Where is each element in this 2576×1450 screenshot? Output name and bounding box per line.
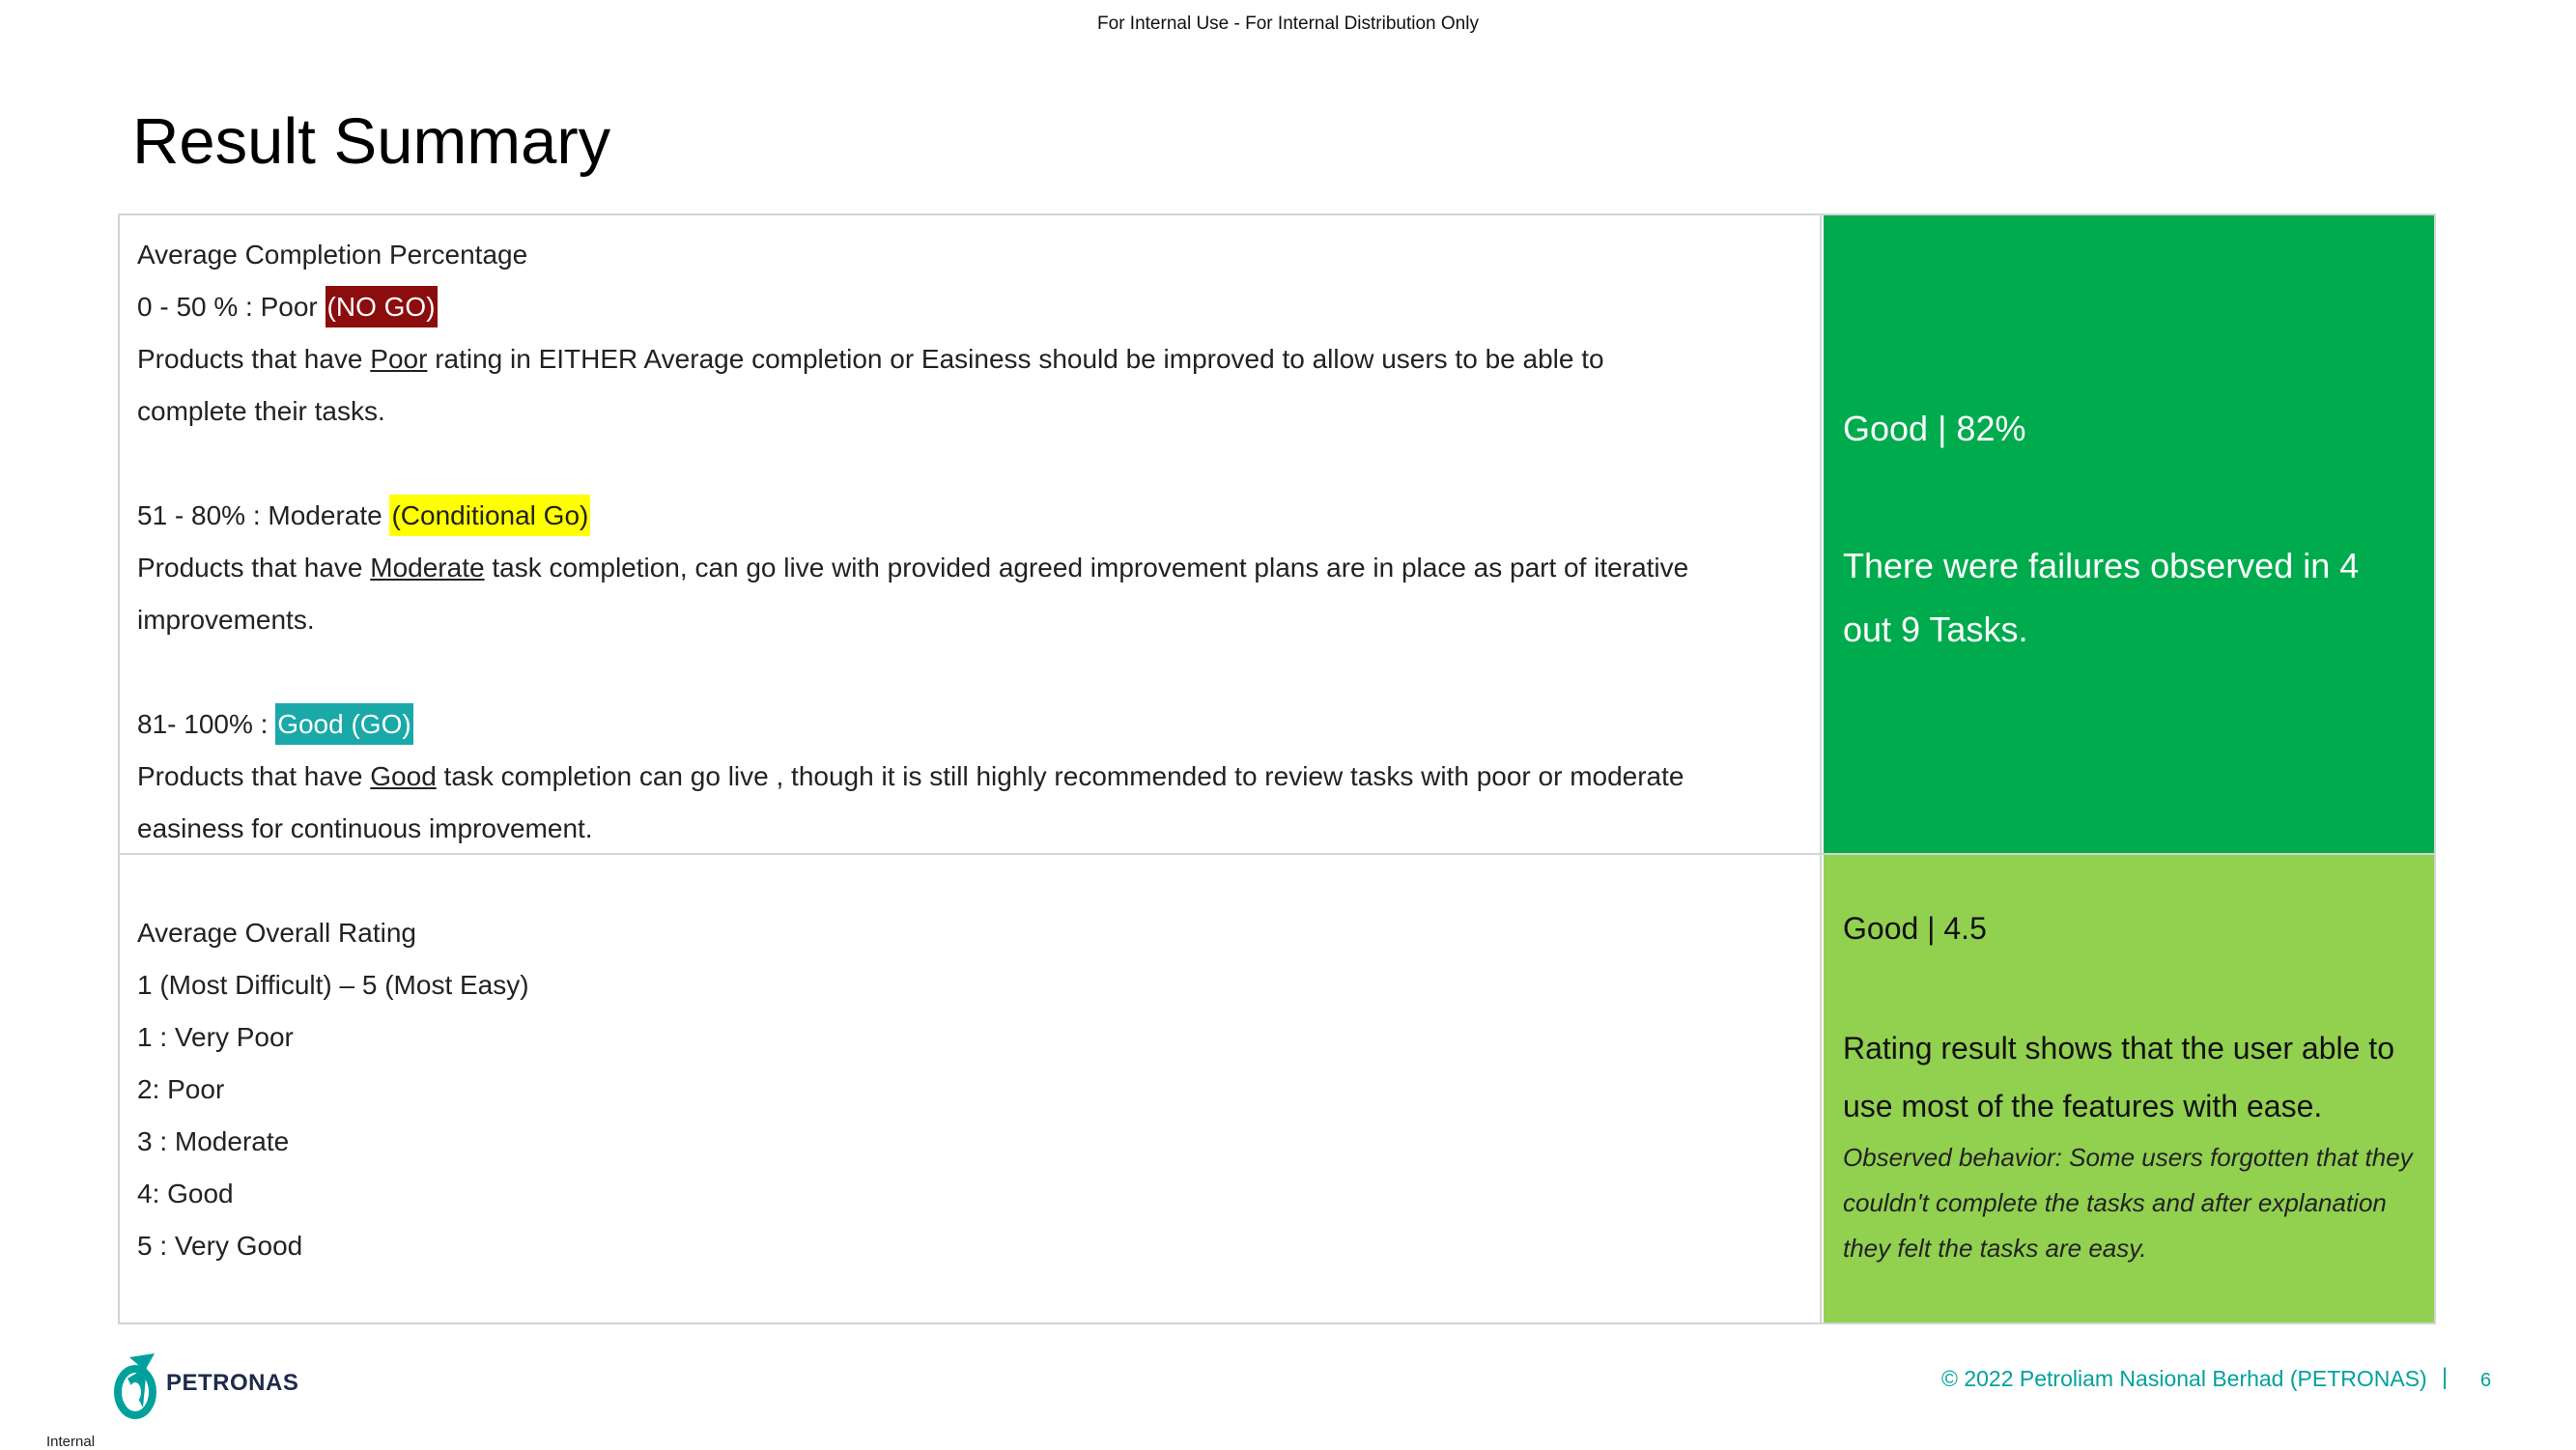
completion-criteria-cell — [120, 215, 1822, 853]
result-summary-table — [118, 213, 2436, 1324]
poor-desc-pre: Products that have — [137, 344, 371, 374]
moderate-desc-post: task completion, can go live with provided agreed improvement plans are in place as part of iterative — [484, 553, 1689, 583]
rating-result-panel — [1824, 855, 2434, 1322]
petronas-wordmark: PETRONAS — [166, 1370, 299, 1396]
good-desc-pre: Products that have — [137, 761, 371, 791]
poor-desc-post: rating in EITHER Average completion or Easiness should be improved to allow users to be able to — [427, 344, 1604, 374]
conditional-go-badge: (Conditional Go) — [389, 495, 590, 536]
rating-item: 1 : Very Poor — [137, 1022, 294, 1052]
rating-row — [120, 855, 2434, 1322]
moderate-range-label: 51 - 80% : Moderate — [137, 500, 390, 530]
good-desc-post: task completion can go live , though it is still highly recommended to review tasks with poor or moderate — [436, 761, 1684, 791]
moderate-desc-keyword: Moderate — [370, 553, 485, 583]
rating-criteria-cell — [120, 855, 1822, 1322]
poor-description-line2: complete their tasks. — [137, 396, 385, 426]
footer-separator: | — [2442, 1364, 2449, 1390]
poor-description — [137, 333, 1802, 385]
good-desc-keyword: Good — [370, 761, 437, 791]
completion-row — [120, 215, 2434, 855]
good-description-line2: easiness for continuous improvement. — [137, 813, 593, 843]
no-go-badge: (NO GO) — [326, 286, 438, 327]
page-title: Result Summary — [132, 105, 611, 178]
go-badge: Good (GO) — [275, 703, 412, 745]
rating-result-heading: Good | 4.5 — [1843, 911, 1987, 946]
poor-range-label: 0 - 50 % : Poor — [137, 292, 326, 322]
rating-item: 5 : Very Good — [137, 1231, 303, 1261]
moderate-description — [137, 542, 1802, 594]
good-range-line — [137, 698, 1802, 751]
rating-item: 4: Good — [137, 1179, 234, 1208]
poor-desc-keyword: Poor — [370, 344, 428, 374]
internal-use-banner: For Internal Use - For Internal Distribution Only — [1097, 14, 1479, 34]
moderate-desc-pre: Products that have — [137, 553, 371, 583]
moderate-description-line2: improvements. — [137, 605, 315, 635]
moderate-range-line — [137, 490, 1802, 542]
rating-item: 3 : Moderate — [137, 1126, 290, 1156]
classification-label: Internal — [46, 1434, 96, 1450]
completion-result-heading: Good | 82% — [1843, 409, 2026, 448]
good-description — [137, 751, 1802, 803]
good-range-label: 81- 100% : — [137, 709, 276, 739]
page-number: 6 — [2480, 1370, 2492, 1391]
rating-result-text: Rating result shows that the user able to use most of the features with ease. — [1843, 1031, 2394, 1123]
rating-item: 2: Poor — [137, 1074, 225, 1104]
observed-behavior-note: Observed behavior: Some users forgotten that they couldn't complete the tasks and after explanation they felt the tasks are easy. — [1843, 1143, 2413, 1263]
poor-range-line — [137, 281, 1802, 333]
completion-result-text: There were failures observed in 4 out 9 Tasks. — [1843, 546, 2360, 649]
footer-copyright: © 2022 Petroliam Nasional Berhad (PETRONAS) — [1941, 1366, 2427, 1391]
rating-heading: Average Overall Rating — [137, 918, 416, 948]
rating-scale: 1 (Most Difficult) – 5 (Most Easy) — [137, 970, 529, 1000]
completion-heading: Average Completion Percentage — [137, 240, 528, 270]
completion-result-panel — [1824, 215, 2434, 853]
